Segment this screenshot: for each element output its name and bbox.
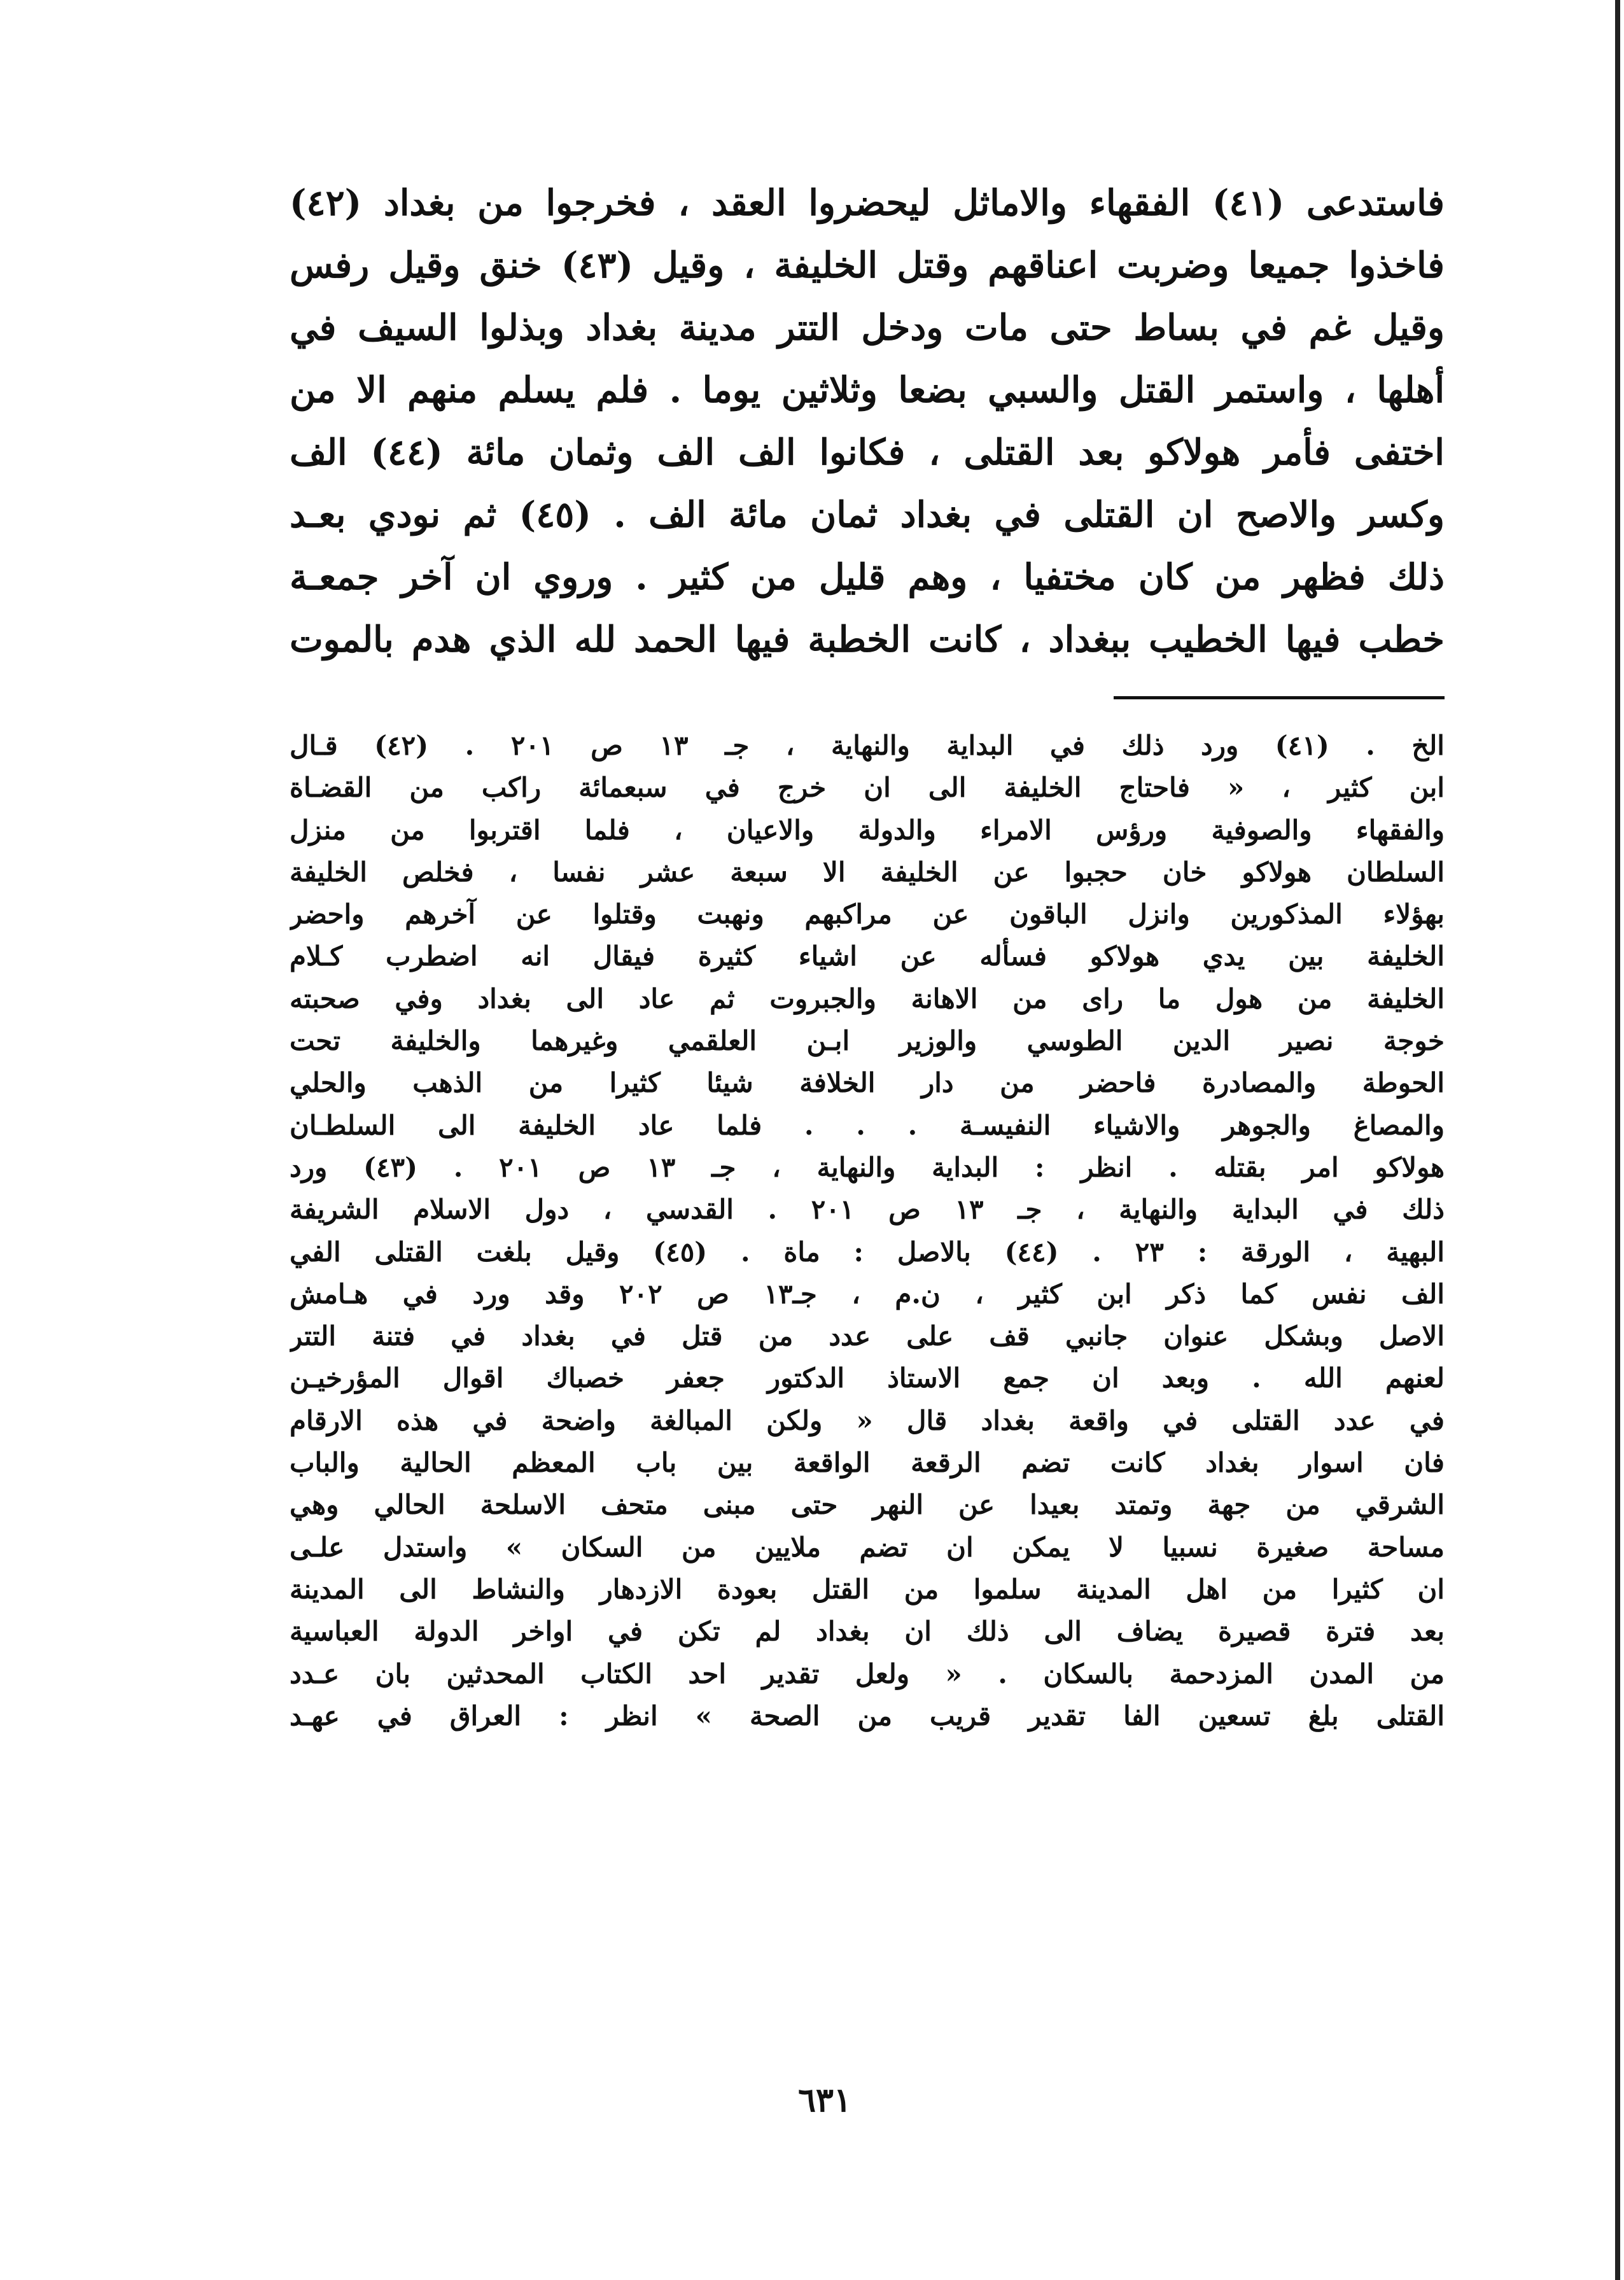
page-content: [290, 172, 1445, 1737]
footnote-line: الحوطة والمصادرة فاحضر من دار الخلافة شيئا كثيرا من الذهب والحلي: [290, 1067, 1445, 1099]
footnote-line: والفقهاء والصوفية ورؤس الامراء والدولة والاعيان ، فلما اقتربوا من منزل: [290, 814, 1445, 846]
page-edge-rule: [1615, 0, 1620, 2280]
footnote-line: خوجة نصير الدين الطوسي والوزير ابـن العلقمي وغيرهما والخليفة تحت: [290, 1025, 1445, 1057]
footnote-line: الاصل وبشكل عنوان جانبي قف على عدد من قتل في بغداد في فتنة التتر: [290, 1320, 1445, 1352]
footnote-line: هولاكو امر بقتله . انظر : البداية والنهاية ، جـ ١٣ ص ٢٠١ . (٤٣) ورد: [290, 1151, 1445, 1183]
footnote-line: ان كثيرا من اهل المدينة سلموا من القتل بعودة الازدهار والنشاط الى المدينة: [290, 1573, 1445, 1605]
footnote-line: البهية ، الورقة : ٢٣ . (٤٤) بالاصل : ماة . (٤٥) وقيل بلغت القتلى الفي: [290, 1236, 1445, 1268]
footnote-line: السلطان هولاكو خان حجبوا عن الخليفة الا سبعة عشر نفسا ، فخلص الخليفة: [290, 856, 1445, 888]
page-number: ٦٣١: [798, 2081, 851, 2120]
footnote-line: مساحة صغيرة نسبيا لا يمكن ان تضم ملايين من السكان » واستدل علـى: [290, 1531, 1445, 1563]
footnote-line: ذلك في البداية والنهاية ، جـ ١٣ ص ٢٠١ . القدسي ، دول الاسلام الشريفة: [290, 1194, 1445, 1226]
footnote-line: الف نفس كما ذكر ابن كثير ، ن.م ، جـ١٣ ص ٢٠٢ وقد ورد في هـامش: [290, 1278, 1445, 1310]
footnote-line: والمصاغ والجوهر والاشياء النفيسـة . . . فلما عاد الخليفة الى السلطـان: [290, 1109, 1445, 1141]
footnote-line: بعد فترة قصيرة يضاف الى ذلك ان بغداد لم تكن في اواخر الدولة العباسية: [290, 1616, 1445, 1647]
main-text-line: فاخذوا جميعا وضربت اعناقهم وقتل الخليفة ، وقيل (٤٣) خنق وقيل رفس: [290, 244, 1445, 286]
footnote-line: الشرقي من جهة وتمتد بعيدا عن النهر حتى مبنى متحف الاسلحة الحالي وهي: [290, 1489, 1445, 1521]
footnote-line: ابن كثير ، « فاحتاج الخليفة الى ان خرج في سبعمائة راكب من القضـاة: [290, 772, 1445, 804]
footnote-line: القتلى بلغ تسعين الفا تقدير قريب من الصحة » انظر : العراق في عهـد: [290, 1700, 1445, 1731]
footnotes: [290, 725, 1445, 1737]
main-text-line: ذلك فظهر من كان مختفيا ، وهم قليل من كثير . وروي ان آخر جمعـة: [290, 556, 1445, 598]
footnote-line: الخليفة من هول ما راى من الاهانة والجبروت ثم عاد الى بغداد وفي صحبته: [290, 983, 1445, 1014]
footnote-separator: [1114, 696, 1445, 699]
footnote-line: الخ . (٤١) ورد ذلك في البداية والنهاية ، جـ ١٣ ص ٢٠١ . (٤٢) قـال: [290, 730, 1445, 761]
main-text-line: فاستدعى (٤١) الفقهاء والاماثل ليحضروا العقد ، فخرجوا من بغداد (٤٢): [290, 182, 1445, 224]
main-text-line: اختفى فأمر هولاكو بعد القتلى ، فكانوا الف الف وثمان مائة (٤٤) الف: [290, 431, 1445, 473]
footnote-line: الخليفة بين يدي هولاكو فسأله عن اشياء كثيرة فيقال انه اضطرب كـلام: [290, 941, 1445, 972]
main-text: [290, 172, 1445, 671]
footnote-line: من المدن المزدحمة بالسكان . « ولعل تقدير احد الكتاب المحدثين بان عـدد: [290, 1658, 1445, 1689]
footnote-line: لعنهم الله . وبعد ان جمع الاستاذ الدكتور جعفر خصباك اقوال المؤرخيـن: [290, 1362, 1445, 1394]
footnote-line: بهؤلاء المذكورين وانزل الباقون عن مراكبهم ونهبت وقتلوا عن آخرهم واحضر: [290, 899, 1445, 930]
main-text-line: أهلها ، واستمر القتل والسبي بضعا وثلاثين يوما . فلم يسلم منهم الا من: [290, 369, 1445, 411]
footnote-line: فان اسوار بغداد كانت تضم الرقعة الواقعة بين باب المعظم الحالية والباب: [290, 1447, 1445, 1479]
main-text-line: وقيل غم في بساط حتى مات ودخل التتر مدينة بغداد وبذلوا السيف في: [290, 307, 1445, 349]
footnote-line: في عدد القتلى في واقعة بغداد قال « ولكن المبالغة واضحة في هذه الارقام: [290, 1404, 1445, 1436]
main-text-line: خطب فيها الخطيب ببغداد ، كانت الخطبة فيها الحمد لله الذي هدم بالموت: [290, 619, 1445, 661]
main-text-line: وكسر والاصح ان القتلى في بغداد ثمان مائة الف . (٤٥) ثم نودي بعـد: [290, 494, 1445, 536]
